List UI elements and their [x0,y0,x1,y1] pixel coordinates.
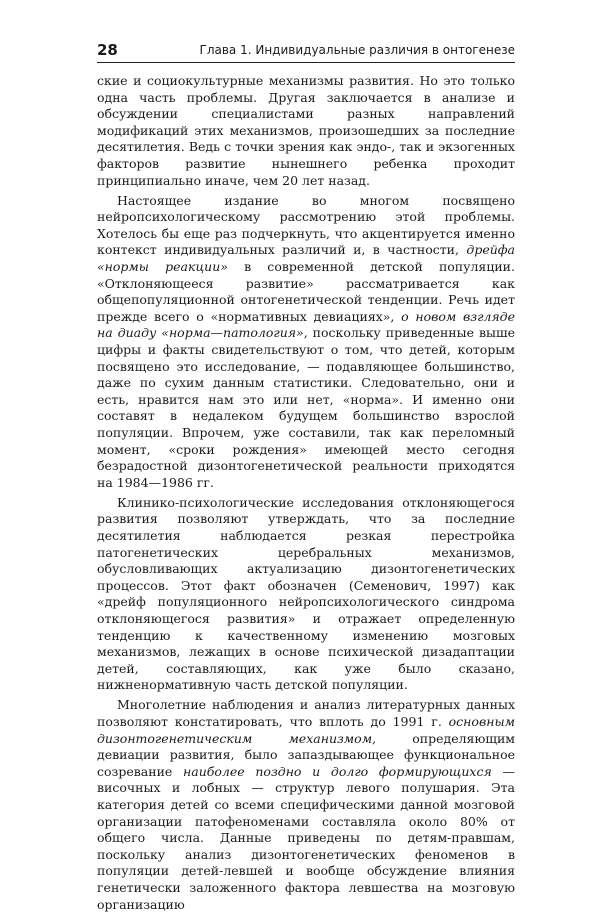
page-number: 28 [97,41,118,59]
text-run: , поскольку приведенные выше цифры и факты свидетельствуют о том, что детей, которым посвящено это исследование, — подавляющее большинство, даже по сухим данным статистики. Следовательно, они и есть, нравится нам это или нет, «норма». И именно они составят в недалеком будущем большинство взрослой популяции. Впрочем, уже составили, так как переломный момент, «сроки рождения» имеющей место сегодня безрадостной дизонтогенетической реальности приходятся на 1984—1986 гг. [97,325,515,490]
paragraph [97,697,515,913]
text-run: Многолетние наблюдения и анализ литературных данных позволяют констатировать, что вплоть до 1991 г. [97,697,515,730]
italic-text: основным дизонтогенетическим механизмом [97,714,515,746]
text-run: Настоящее издание во многом посвящено нейропсихологическому рассмотрению этой проблемы. Хотелось бы еще раз подчеркнуть, что акцентируется именно контекст индивидуальных различий и, в частности, [97,192,515,258]
paragraph [97,495,515,694]
running-title: Глава 1. Индивидуальные различия в онтогенезе [199,43,515,57]
body-text [97,73,515,917]
text-run: в современной детской популяции. «Отклоняющееся развитие» рассматривается как общепопуляционной онтогенетической тенденции. Речь идет прежде всего о «нормативных девиациях», [97,259,515,324]
italic-text: о новом взгляде на диаду «норма—патология» [97,308,515,341]
page-header [97,38,515,63]
italic-text: дрейфа «нормы реакции» [97,242,515,275]
text-run: ские и социокультурные механизмы развития. Но это только одна часть проблемы. Другая заключается в анализе и обсуждении специалистами разных направлений модификаций этих механизмов, произошедших за последние десятилетия. Ведь с точки зрения как эндо-, так и экзогенных факторов развитие нынешнего ребенка проходит принципиально иначе, чем 20 лет назад. [97,73,515,188]
italic-text: наиболее поздно и долго формирующихся [183,763,492,779]
paragraph [97,73,515,189]
text-run: Клинико-психологические исследования отклоняющегося развития позволяют утверждать, что за последние десятилетия наблюдается резкая перестройка патогенетических церебральных механизмов, обусловливающих актуализацию дизонтогенетических процессов. Этот факт обозначен (Семенович, 1997) как «дрейф популяционного нейропсихологического синдрома отклоняющегося развития» и отражает определенную тенденцию к качественному изменению мозговых механизмов, лежащих в основе психической дизадаптации детей, составляющих, как уже было сказано, нижненормативную часть детской популяции. [97,494,515,693]
text-run: — височных и лобных — структур левого полушария. Эта категория детей со всеми специфическими данной мозговой организации патофеноменами составляла около 80% от общего числа. Данные приведены по детям-правшам, поскольку анализ дизонтогенетических феноменов в популяции детей-левшей и вообще обсуждение влияния генетически заложенного фактора левшества на мозговую организацию [97,763,515,912]
text-run: , определяющим девиации развития, было запаздывающее функциональное созревание [97,730,516,779]
paragraph [97,193,515,492]
